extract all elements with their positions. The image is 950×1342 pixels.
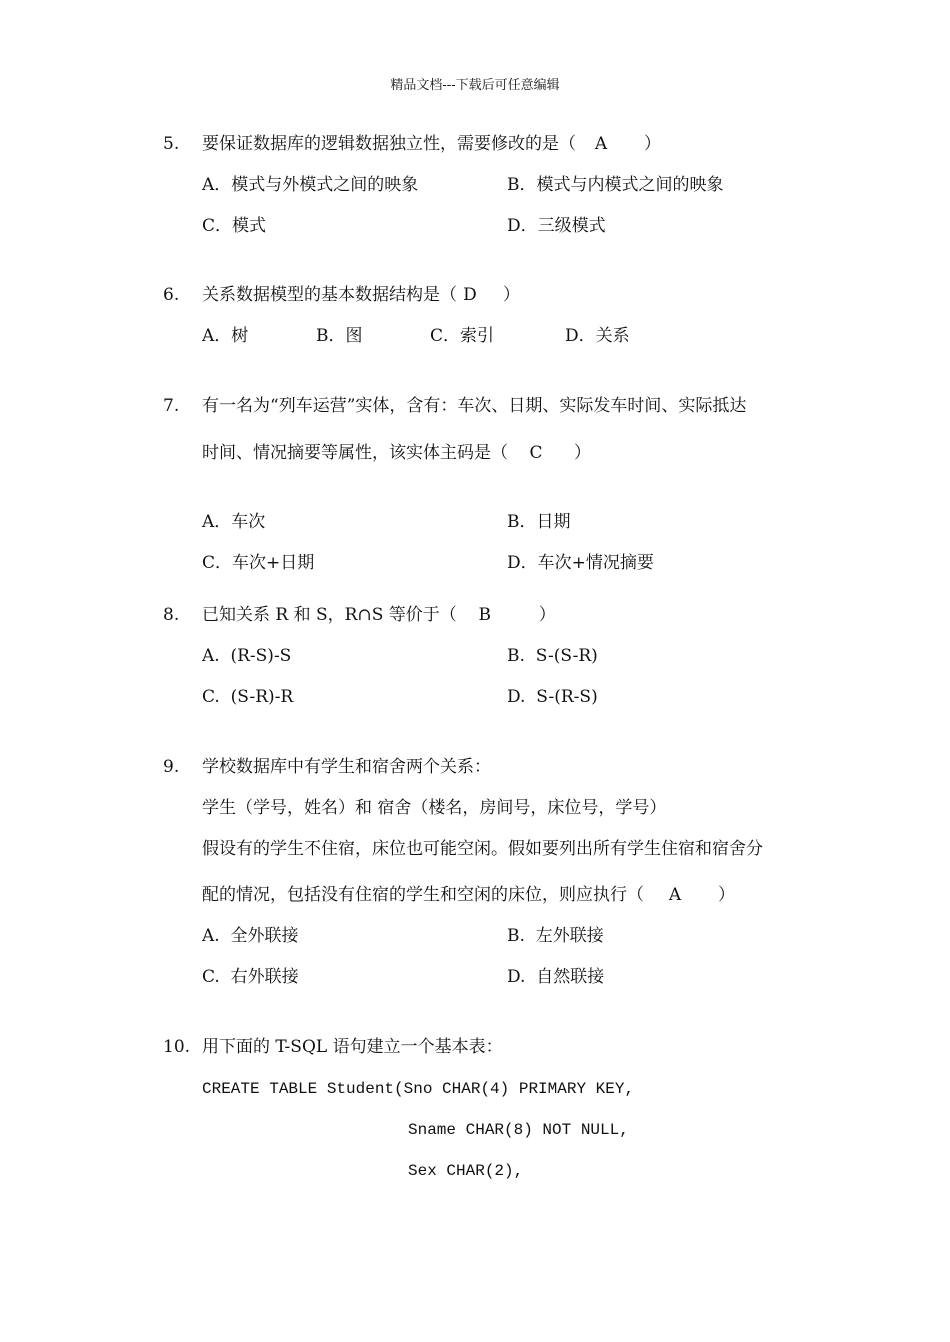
option-b: B．图 [316, 326, 363, 346]
option-a: A．车次 [202, 512, 266, 532]
code-line-3: Sex CHAR(2), [408, 1162, 524, 1180]
question-stem: 要保证数据库的逻辑数据独立性，需要修改的是（ A ） [202, 134, 661, 154]
question-number: 8. [163, 605, 180, 625]
option-c: C．索引 [430, 326, 495, 346]
answer-letter: A [668, 885, 682, 905]
option-d: D．关系 [565, 326, 630, 346]
option-b: B. S-(S-R) [507, 646, 598, 666]
option-d: D. S-(R-S) [507, 687, 598, 707]
option-c: C．模式 [202, 216, 267, 236]
option-b: B. 左外联接 [507, 926, 604, 946]
question-number: 10. [163, 1037, 191, 1057]
question-number: 5. [163, 134, 180, 154]
answer-letter: A [594, 134, 608, 154]
option-b: B．模式与内模式之间的映象 [507, 175, 724, 195]
option-d: D．车次+情况摘要 [507, 553, 654, 573]
option-a: A．树 [202, 326, 249, 346]
option-c: C. (S-R)-R [202, 687, 294, 707]
answer-letter: C [529, 443, 543, 463]
option-d: D. 自然联接 [507, 967, 605, 987]
question-stem: 关系数据模型的基本数据结构是（ D ） [202, 285, 520, 305]
page-header: 精品文档---下载后可任意编辑 [390, 78, 560, 93]
option-a: A. 全外联接 [202, 926, 299, 946]
answer-letter: B [478, 605, 492, 625]
question-stem: 用下面的 T-SQL 语句建立一个基本表： [202, 1037, 503, 1057]
option-c: C. 右外联接 [202, 967, 299, 987]
question-number: 7. [163, 396, 180, 416]
option-d: D．三级模式 [507, 216, 606, 236]
option-a: A．模式与外模式之间的映象 [202, 175, 419, 195]
question-stem-line-1: 有一名为“列车运营”实体，含有：车次、日期、实际发车时间、实际抵达 [202, 396, 747, 416]
option-b: B．日期 [507, 512, 571, 532]
question-stem: 已知关系 R 和 S，R∩S 等价于（ B ） [202, 605, 556, 625]
option-c: C．车次+日期 [202, 553, 315, 573]
question-stem-line-2: 学生（学号，姓名）和 宿舍（楼名，房间号，床位号，学号） [202, 798, 667, 818]
code-line-2: Sname CHAR(8) NOT NULL, [408, 1121, 629, 1139]
question-stem-line-4: 配的情况，包括没有住宿的学生和空闲的床位，则应执行（ A ） [202, 885, 735, 905]
answer-letter: D [463, 285, 477, 305]
code-line-1: CREATE TABLE Student(Sno CHAR(4) PRIMARY KEY, [202, 1080, 635, 1098]
question-number: 9. [163, 757, 180, 777]
question-stem-line-3: 假设有的学生不住宿，床位也可能空闲。假如要列出所有学生住宿和宿舍分 [202, 839, 763, 859]
option-a: A. (R-S)-S [202, 646, 292, 666]
question-stem-line-1: 学校数据库中有学生和宿舍两个关系： [202, 757, 491, 777]
question-stem-line-2: 时间、情况摘要等属性，该实体主码是（ C ） [202, 443, 591, 463]
question-number: 6. [163, 285, 180, 305]
